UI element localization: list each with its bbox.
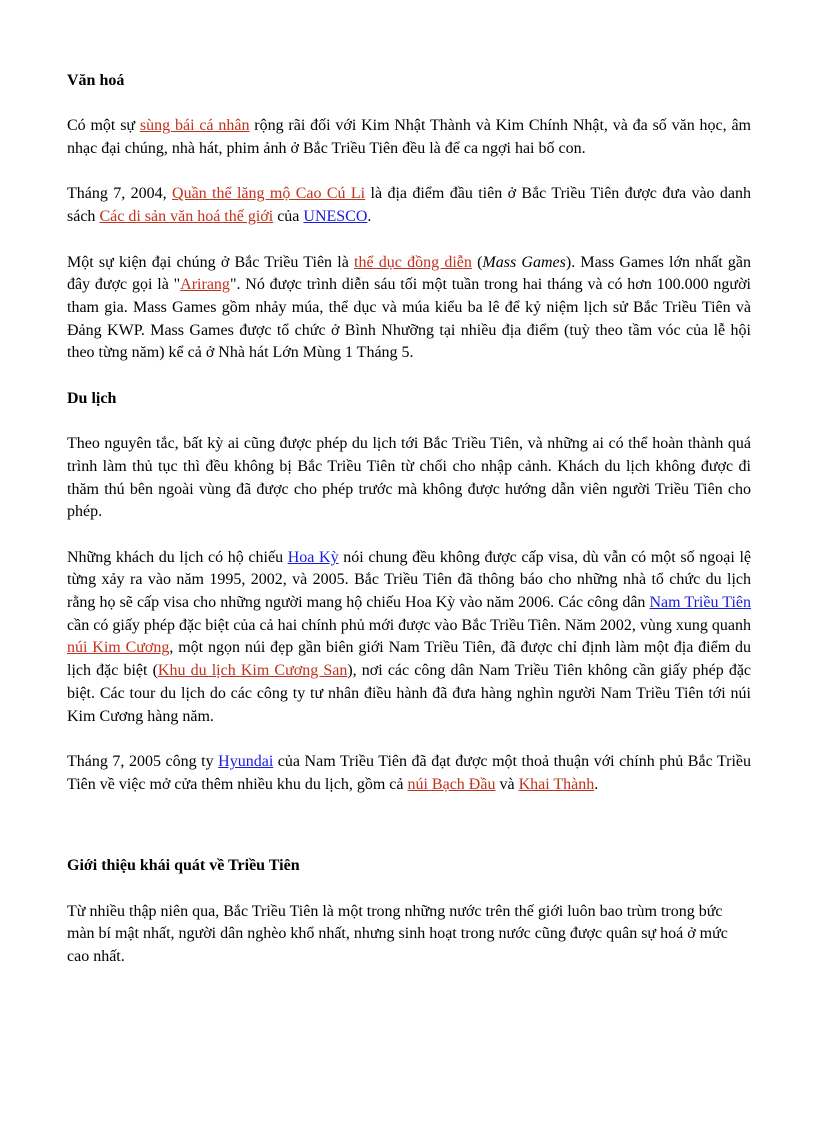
text: . bbox=[594, 775, 599, 793]
culture-paragraph-2 bbox=[67, 183, 751, 228]
link-mass-games[interactable]: thể dục đồng diễn bbox=[354, 253, 472, 271]
text: Tháng 7, 2004, bbox=[67, 185, 173, 203]
link-south-korea[interactable]: Nam Triều Tiên bbox=[649, 594, 752, 612]
tourism-paragraph-2 bbox=[67, 547, 751, 729]
text: là địa điểm đầu tiên ở Bắc Triều Tiên được đưa vào danh sách bbox=[67, 185, 752, 226]
text: nói chung đều không được cấp visa, dù vẫn có một số ngoại lệ từng xảy ra vào năm 1995, 2002, và 2005. Bắc Triều Tiên đã thông báo cho những nhà tổ chức du lịch rằng họ sẽ cấp visa cho những người mang hộ chiếu Hoa Kỳ vào năm 2006. Các công dân bbox=[67, 548, 752, 612]
heading-culture: Văn hoá bbox=[67, 72, 125, 89]
culture-paragraph-3 bbox=[67, 252, 751, 366]
link-kumgang-mountain[interactable]: núi Kim Cương bbox=[67, 639, 170, 657]
text: . bbox=[367, 208, 372, 226]
link-kumgangsan-tourist-region[interactable]: Khu du lịch Kim Cương San bbox=[157, 662, 348, 680]
text: ". Nó được trình diễn sáu tối một tuần trong hai tháng và có hơn 100.000 người tham gia. Mass Games gồm nhảy múa, thể dục và múa kiểu ba lê để kỷ niệm lịch sử Bắc Triều Tiên và Đảng KWP. Mass Games được tổ chức ở Bình Nhưỡng tại nhiều địa điểm (tuỳ theo tầm vóc của lễ hội theo từng năm) kể cả ở Nhà hát Lớn Mùng 1 Tháng 5. bbox=[67, 276, 752, 362]
tourism-paragraph-3 bbox=[67, 751, 751, 796]
tourism-paragraph-1 bbox=[67, 433, 751, 524]
link-arirang[interactable]: Arirang bbox=[180, 276, 230, 294]
text: của Nam Triều Tiên đã đạt được một thoả thuận với chính phủ Bắc Triều Tiên về việc mở cửa thêm nhiều khu du lịch, gồm cả bbox=[67, 752, 752, 793]
text: Tháng 7, 2005 công ty bbox=[67, 752, 219, 770]
heading-intro: Giới thiệu khái quát về Triều Tiên bbox=[67, 857, 300, 875]
text: và bbox=[495, 775, 519, 793]
text: Một sự kiện đại chúng ở Bắc Triều Tiên là bbox=[67, 253, 355, 271]
text: Từ nhiều thập niên qua, Bắc Triều Tiên là một trong những nước trên thế giới luôn bao trùm trong bức màn bí mật nhất, người dân nghèo khổ nhất, nhưng sinh hoạt trong nước cũng được quân sự hoá ở mức cao nhất. bbox=[67, 902, 728, 966]
link-unesco[interactable]: UNESCO bbox=[303, 208, 368, 226]
text: cần có giấy phép đặc biệt của cả hai chính phủ mới được vào Bắc Triều Tiên. Năm 2002, vùng xung quanh bbox=[67, 616, 751, 634]
link-hyundai[interactable]: Hyundai bbox=[218, 752, 274, 770]
text: Có một sự bbox=[67, 117, 140, 135]
text: ), nơi các công dân Nam Triều Tiên không cần giấy phép đặc biệt. Các tour du lịch do các công ty tư nhân điều hành đã đưa hàng nghìn người Nam Triều Tiên tới núi Kim Cương hàng năm. bbox=[67, 662, 752, 725]
text: Theo nguyên tắc, bất kỳ ai cũng được phép du lịch tới Bắc Triều Tiên, và những ai có thể hoàn thành quá trình làm thủ tục thì đều không bị Bắc Triều Tiên từ chối cho nhập cảnh. Khách du lịch không được đi thăm thú bên ngoài vùng đã được cho phép trước mà không được hướng dẫn viên người Triều Tiên cho phép. bbox=[67, 435, 751, 521]
link-personality-cult[interactable]: sùng bái cá nhân bbox=[139, 117, 250, 135]
intro-paragraph-1 bbox=[67, 901, 751, 969]
link-kaesong[interactable]: Khai Thành bbox=[518, 775, 595, 793]
text: Những khách du lịch có hộ chiếu bbox=[67, 548, 288, 566]
text: ). Mass Games lớn nhất gần đây được gọi là " bbox=[67, 253, 752, 294]
text: rộng rãi đối với Kim Nhật Thành và Kim Chính Nhật, và đa số văn học, âm nhạc đại chúng, nhà hát, phim ảnh ở Bắc Triều Tiên đều là để ca ngợi hai bố con. bbox=[67, 117, 752, 158]
text: của bbox=[273, 208, 304, 226]
link-world-heritage[interactable]: Các di sản văn hoá thế giới bbox=[99, 208, 274, 226]
link-baekdu-mountain[interactable]: núi Bạch Đầu bbox=[407, 775, 496, 793]
text: ( bbox=[471, 253, 483, 271]
heading-tourism: Du lịch bbox=[67, 389, 117, 407]
link-united-states[interactable]: Hoa Kỳ bbox=[287, 548, 339, 566]
document-page bbox=[67, 70, 751, 969]
text: , một ngọn núi đẹp gần biên giới Nam Triều Tiên, đã được chỉ định làm một địa điểm du lịch đặc biệt ( bbox=[67, 639, 751, 680]
culture-paragraph-1 bbox=[67, 115, 751, 160]
italic-text: Mass Games bbox=[482, 253, 566, 271]
link-goguryeo-tombs[interactable]: Quần thể lăng mộ Cao Cú Li bbox=[172, 185, 366, 203]
